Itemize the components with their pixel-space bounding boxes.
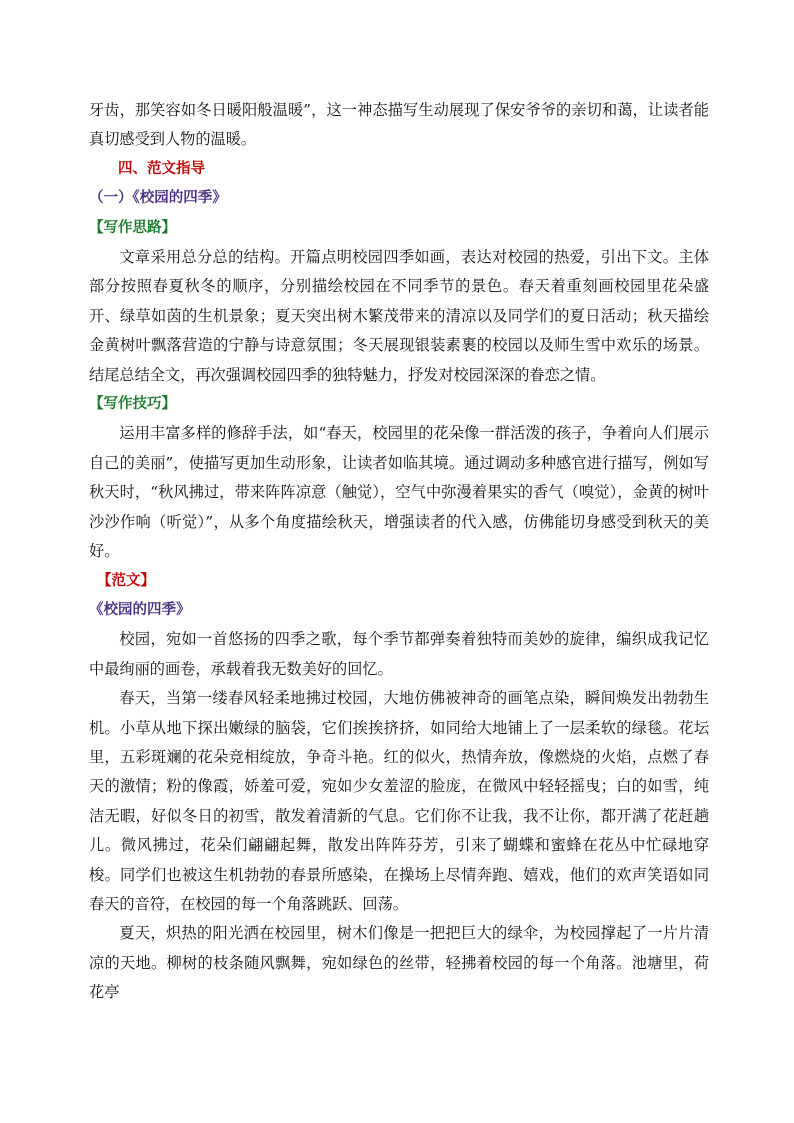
subtitle: （一）《校园的四季》 <box>89 190 227 207</box>
writing-idea-paragraph: 文章采用总分总的结构。开篇点明校园四季如画，表达对校园的热爱，引出下文。主体部分按照春夏秋冬的顺序，分别描绘校园在不同季节的景色。春天着重刻画校园里花朵盛开、绿草如茵的生机景象；夏天突出树木繁茂带来的清凉以及同学们的夏日活动；秋天描绘金黄树叶飘落营造的宁静与诗意氛围；冬天展现银装素裹的校园以及师生雪中欢乐的场景。结尾总结全文，再次强调校园四季的独特魅力，抒发对校园深深的眷恋之情。 <box>89 248 709 384</box>
document-body <box>89 96 709 1008</box>
essay-paragraph-1: 校园，宛如一首悠扬的四季之歌，每个季节都弹奏着独特而美妙的旋律，编织成我记忆中最绚丽的画卷，承载着我无数美好的回忆。 <box>89 630 709 678</box>
essay-paragraph-3: 夏天，炽热的阳光洒在校园里，树木们像是一把把巨大的绿伞，为校园撑起了一片片清凉的天地。柳树的枝条随风飘舞，宛如绿色的丝带，轻拂着校园的每一个角落。池塘里，荷花亭 <box>89 924 709 1002</box>
section-heading: 四、范文指导 <box>118 160 205 177</box>
essay-paragraph-2: 春天，当第一缕春风轻柔地拂过校园，大地仿佛被神奇的画笔点染，瞬间焕发出勃勃生机。小草从地下探出嫩绿的脑袋，它们挨挨挤挤，如同给大地铺上了一层柔软的绿毯。花坛里，五彩斑斓的花朵竞相绽放，争奇斗艳。红的似火，热情奔放，像燃烧的火焰，点燃了春天的激情；粉的像霞，娇羞可爱，宛如少女羞涩的脸庞，在微风中轻轻摇曳；白的如雪，纯洁无暇，好似冬日的初雪，散发着清新的气息。它们你不让我，我不让你，都开满了花赶趟儿。微风拂过，花朵们翩翩起舞，散发出阵阵芬芳，引来了蝴蝶和蜜蜂在花丛中忙碌地穿梭。同学们也被这生机勃勃的春景所感染，在操场上尽情奔跑、嬉戏，他们的欢声笑语如同春天的音符，在校园的每一个角落跳跃、回荡。 <box>89 689 709 913</box>
writing-technique-paragraph: 运用丰富多样的修辞手法，如“春天，校园里的花朵像一群活泼的孩子，争着向人们展示自己的美丽”，使描写更加生动形象，让读者如临其境。通过调动多种感官进行描写，例如写秋天时，“秋风拂过，带来阵阵凉意（触觉），空气中弥漫着果实的香气（嗅觉），金黄的树叶沙沙作响（听觉）”，从多个角度描绘秋天，增强读者的代入感，仿佛能切身感受到秋天的美好。 <box>89 424 709 561</box>
writing-technique-tag: 【写作技巧】 <box>89 396 176 413</box>
writing-idea-tag: 【写作思路】 <box>89 219 176 236</box>
essay-title: 《校园的四季》 <box>89 601 191 618</box>
intro-tail-paragraph: 牙齿，那笑容如冬日暖阳般温暖”，这一神态描写生动展现了保安爷爷的亲切和蔼，让读者能真切感受到人物的温暖。 <box>89 101 709 149</box>
model-essay-tag: 【范文】 <box>97 572 155 589</box>
